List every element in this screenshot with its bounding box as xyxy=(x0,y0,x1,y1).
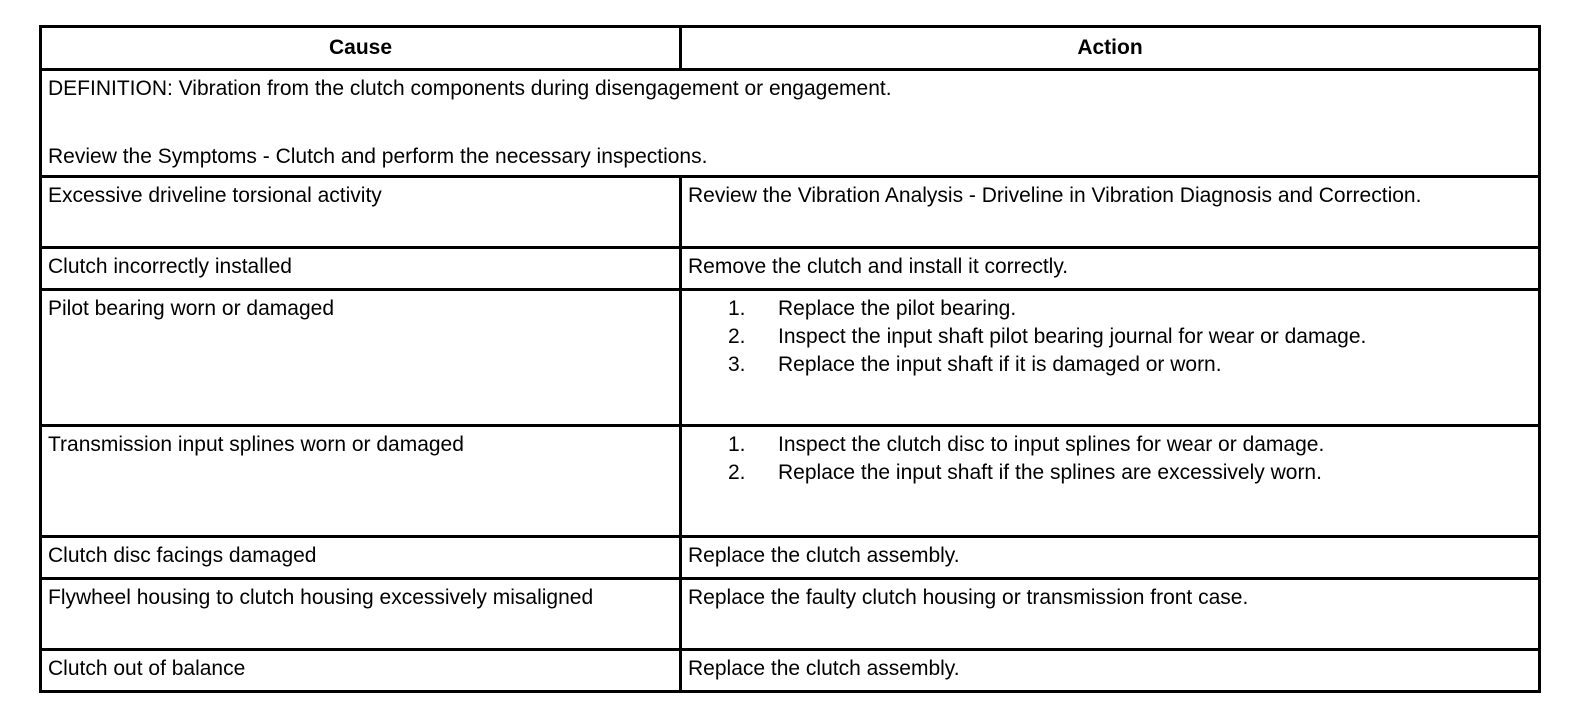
step-number: 1. xyxy=(728,297,746,320)
header-row xyxy=(41,27,1540,70)
cause-cell: Clutch out of balance xyxy=(41,650,681,692)
list-item xyxy=(688,431,1532,459)
action-cell: Replace the clutch assembly. xyxy=(681,537,1540,579)
list-item xyxy=(688,351,1532,379)
cause-cell: Clutch disc facings damaged xyxy=(41,537,681,579)
step-text: Replace the input shaft if it is damaged or worn. xyxy=(778,353,1222,376)
cause-column-header: Cause xyxy=(41,27,681,70)
definition-text: DEFINITION: Vibration from the clutch components during disengagement or engagement. xyxy=(48,77,892,100)
step-number: 2. xyxy=(728,461,746,484)
step-number: 3. xyxy=(728,353,746,376)
step-text: Inspect the clutch disc to input splines for wear or damage. xyxy=(778,433,1325,456)
list-item xyxy=(688,295,1532,323)
table-row xyxy=(41,248,1540,290)
step-text: Replace the pilot bearing. xyxy=(778,297,1017,320)
cause-cell: Excessive driveline torsional activity xyxy=(41,177,681,248)
step-text: Inspect the input shaft pilot bearing journal for wear or damage. xyxy=(778,325,1367,348)
diagnostic-table xyxy=(39,25,1541,693)
action-cell: Replace the faulty clutch housing or transmission front case. xyxy=(681,579,1540,650)
list-item xyxy=(688,323,1532,351)
action-cell: Review the Vibration Analysis - Driveline in Vibration Diagnosis and Correction. xyxy=(681,177,1540,248)
action-steps-list xyxy=(688,295,1532,379)
action-steps-list xyxy=(688,431,1532,487)
action-cell xyxy=(681,290,1540,426)
cause-cell: Flywheel housing to clutch housing excessively misaligned xyxy=(41,579,681,650)
definition-row xyxy=(41,70,1540,177)
cause-cell: Clutch incorrectly installed xyxy=(41,248,681,290)
action-cell: Remove the clutch and install it correctly. xyxy=(681,248,1540,290)
table-row xyxy=(41,537,1540,579)
definition-cell xyxy=(41,70,1540,177)
action-cell: Replace the clutch assembly. xyxy=(681,650,1540,692)
step-text: Replace the input shaft if the splines are excessively worn. xyxy=(778,461,1322,484)
table-row xyxy=(41,650,1540,692)
action-cell xyxy=(681,426,1540,537)
cause-cell: Pilot bearing worn or damaged xyxy=(41,290,681,426)
action-column-header: Action xyxy=(681,27,1540,70)
table-row xyxy=(41,579,1540,650)
cause-cell: Transmission input splines worn or damaged xyxy=(41,426,681,537)
review-symptoms-text: Review the Symptoms - Clutch and perform the necessary inspections. xyxy=(48,145,708,168)
step-number: 2. xyxy=(728,325,746,348)
table-row xyxy=(41,426,1540,537)
diagnostic-table-container xyxy=(39,25,1538,693)
table-row xyxy=(41,177,1540,248)
step-number: 1. xyxy=(728,433,746,456)
list-item xyxy=(688,459,1532,487)
table-row xyxy=(41,290,1540,426)
